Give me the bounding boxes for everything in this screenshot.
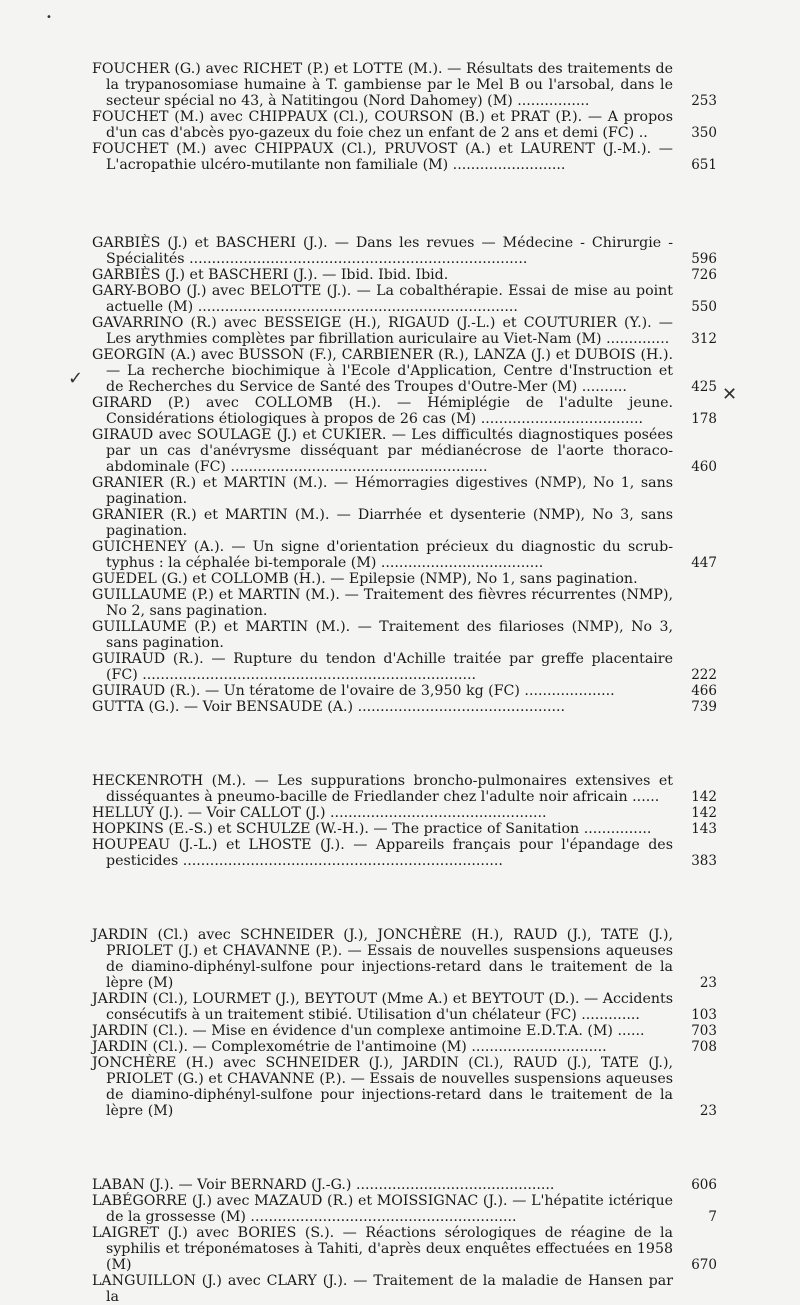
index-entry: GARBIÈS (J.) et BASCHERI (J.). — Ibid. Ibid. Ibid. 726 (92, 267, 717, 283)
index-entry: GUTTA (G.). — Voir BENSAUDE (A.) .............................................. 739 (92, 699, 717, 715)
index-entry: FOUCHET (M.) avec CHIPPAUX (Cl.), PRUVOST (A.) et LAURENT (J.-M.). — L'acropathie ulcéro-mutilante non familiale (M) ......................... 651 (92, 141, 717, 173)
index-entry: GUIRAUD (R.). — Un tératome de l'ovaire de 3,950 kg (FC) .................... 466 (92, 683, 717, 699)
index-entry: GARY-BOBO (J.) avec BELOTTE (J.). — La cobalthérapie. Essai de mise au point actuelle (M) ....................................................................... 550 (92, 283, 717, 315)
section-spacer (92, 869, 717, 927)
index-entry: GIRAUD avec SOULAGE (J.) et CUKIER. — Les difficultés diagnostiques posées par un cas d'anévrysme disséquant par médianécrose de l'aorte thoraco-abdominale (FC) ......................................................... 460 (92, 427, 717, 475)
index-entry: GIRARD (P.) avec COLLOMB (H.). — Hémiplégie de l'adulte jeune. Considérations étiologiques à propos de 26 cas (M) .................................... 178 (92, 395, 717, 427)
index-entry: JONCHÈRE (H.) avec SCHNEIDER (J.), JARDIN (Cl.), RAUD (J.), TATE (J.), PRIOLET (G.) et CHAVANNE (P.). — Essais de nouvelles suspensions aqueuses de diamino-diphényl-sulfone pour injections-retard dans le traitement de la lèpre (M) 23 (92, 1055, 717, 1119)
index-entry: LABÉGORRE (J.) avec MAZAUD (R.) et MOISSIGNAC (J.). — L'hépatite ictérique de la grossesse (M) ........................................................... 7 (92, 1193, 717, 1225)
index-entry: HELLUY (J.). — Voir CALLOT (J.) ................................................ 142 (92, 805, 717, 821)
index-entry: JARDIN (Cl.). — Complexométrie de l'antimoine (M) .............................. 708 (92, 1039, 717, 1055)
index-entry: GEORGIN (A.) avec BUSSON (F.), CARBIENER (R.), LANZA (J.) et DUBOIS (H.). — La recherche biochimique à l'Ecole d'Application, Centre d'Instruction et de Recherches du Service de Santé des Troupes d'Outre-Mer (M) .......... 425 (92, 347, 717, 395)
index-entry: LANGUILLON (J.) avec CLARY (J.). — Traitement de la maladie de Hansen par la (92, 1273, 673, 1305)
index-entry: FOUCHET (M.) avec CHIPPAUX (Cl.), COURSON (B.) et PRAT (P.). — A propos d'un cas d'abcès pyo-gazeux du foie chez un enfant de 2 ans et demi (FC) .. 350 (92, 109, 717, 141)
section-l (92, 1177, 717, 1305)
index-entry: GUICHENEY (A.). — Un signe d'orientation précieux du diagnostic du scrub-typhus : la céphalée bi-temporale (M) .................................... 447 (92, 539, 717, 571)
index-entry: GRANIER (R.) et MARTIN (M.). — Diarrhée et dysenterie (NMP), No 3, sans pagination. (92, 507, 673, 539)
section-j (92, 927, 717, 1119)
index-column (92, 61, 717, 1305)
index-entry: LAIGRET (J.) avec BORIES (S.). — Réactions sérologiques de réagine de la syphilis et tréponématoses à Tahiti, d'après deux enquêtes effectuées en 1958 (M) 670 (92, 1225, 717, 1273)
index-entry: GUILLAUME (P.) et MARTIN (M.). — Traitement des fièvres récurrentes (NMP), No 2, sans pagination. (92, 587, 673, 619)
section-g (92, 235, 717, 715)
section-h (92, 773, 717, 869)
index-entry: HOUPEAU (J.-L.) et LHOSTE (J.). — Appareils français pour l'épandage des pesticides ....................................................................... 383 (92, 837, 717, 869)
index-entry: GUIRAUD (R.). — Rupture du tendon d'Achille traitée par greffe placentaire (FC) .......................................................................... 222 (92, 651, 717, 683)
margin-cross-mark: ✕ (722, 384, 738, 405)
index-entry: GARBIÈS (J.) et BASCHERI (J.). — Dans les revues — Médecine - Chirurgie - Spécialités ........................................................................... 596 (92, 235, 717, 267)
section-spacer (92, 173, 717, 235)
index-entry: GUILLAUME (P.) et MARTIN (M.). — Traitement des filarioses (NMP), No 3, sans pagination. (92, 619, 673, 651)
index-entry: HECKENROTH (M.). — Les suppurations broncho-pulmonaires extensives et disséquantes à pneumo-bacille de Friedlander chez l'adulte noir africain ...... 142 (92, 773, 717, 805)
section-spacer (92, 1119, 717, 1177)
section-spacer (92, 715, 717, 773)
corner-dot-mark: • (46, 12, 52, 23)
index-entry: FOUCHER (G.) avec RICHET (P.) et LOTTE (M.). — Résultats des traitements de la trypanosomiase humaine à T. gambiense par le Mel B ou l'arsobal, dans le secteur spécial no 43, à Natitingou (Nord Dahomey) (M) ................ 253 (92, 61, 717, 109)
index-entry: GUEDEL (G.) et COLLOMB (H.). — Epilepsie (NMP), No 1, sans pagination. (92, 571, 638, 587)
index-entry: JARDIN (Cl.), LOURMET (J.), BEYTOUT (Mme A.) et BEYTOUT (D.). — Accidents consécutifs à un traitement stibié. Utilisation d'un chélateur (FC) ............. 103 (92, 991, 717, 1023)
index-entry: HOPKINS (E.-S.) et SCHULZE (W.-H.). — The practice of Sanitation ............... 143 (92, 821, 717, 837)
margin-checkmark: ✓ (68, 368, 84, 389)
index-entry: JARDIN (Cl.). — Mise en évidence d'un complexe antimoine E.D.T.A. (M) ...... 703 (92, 1023, 717, 1039)
section-f (92, 61, 717, 173)
index-entry: JARDIN (Cl.) avec SCHNEIDER (J.), JONCHÈRE (H.), RAUD (J.), TATE (J.), PRIOLET (J.) et CHAVANNE (P.). — Essais de nouvelles suspensions aqueuses de diamino-diphényl-sulfone pour injections-retard dans le traitement de la lèpre (M) 23 (92, 927, 717, 991)
index-entry: GAVARRINO (R.) avec BESSEIGE (H.), RIGAUD (J.-L.) et COUTURIER (Y.). — Les arythmies complètes par fibrillation auriculaire au Viet-Nam (M) .............. 312 (92, 315, 717, 347)
index-entry: GRANIER (R.) et MARTIN (M.). — Hémorragies digestives (NMP), No 1, sans pagination. (92, 475, 673, 507)
index-entry: LABAN (J.). — Voir BERNARD (J.-G.) ............................................ 606 (92, 1177, 717, 1193)
